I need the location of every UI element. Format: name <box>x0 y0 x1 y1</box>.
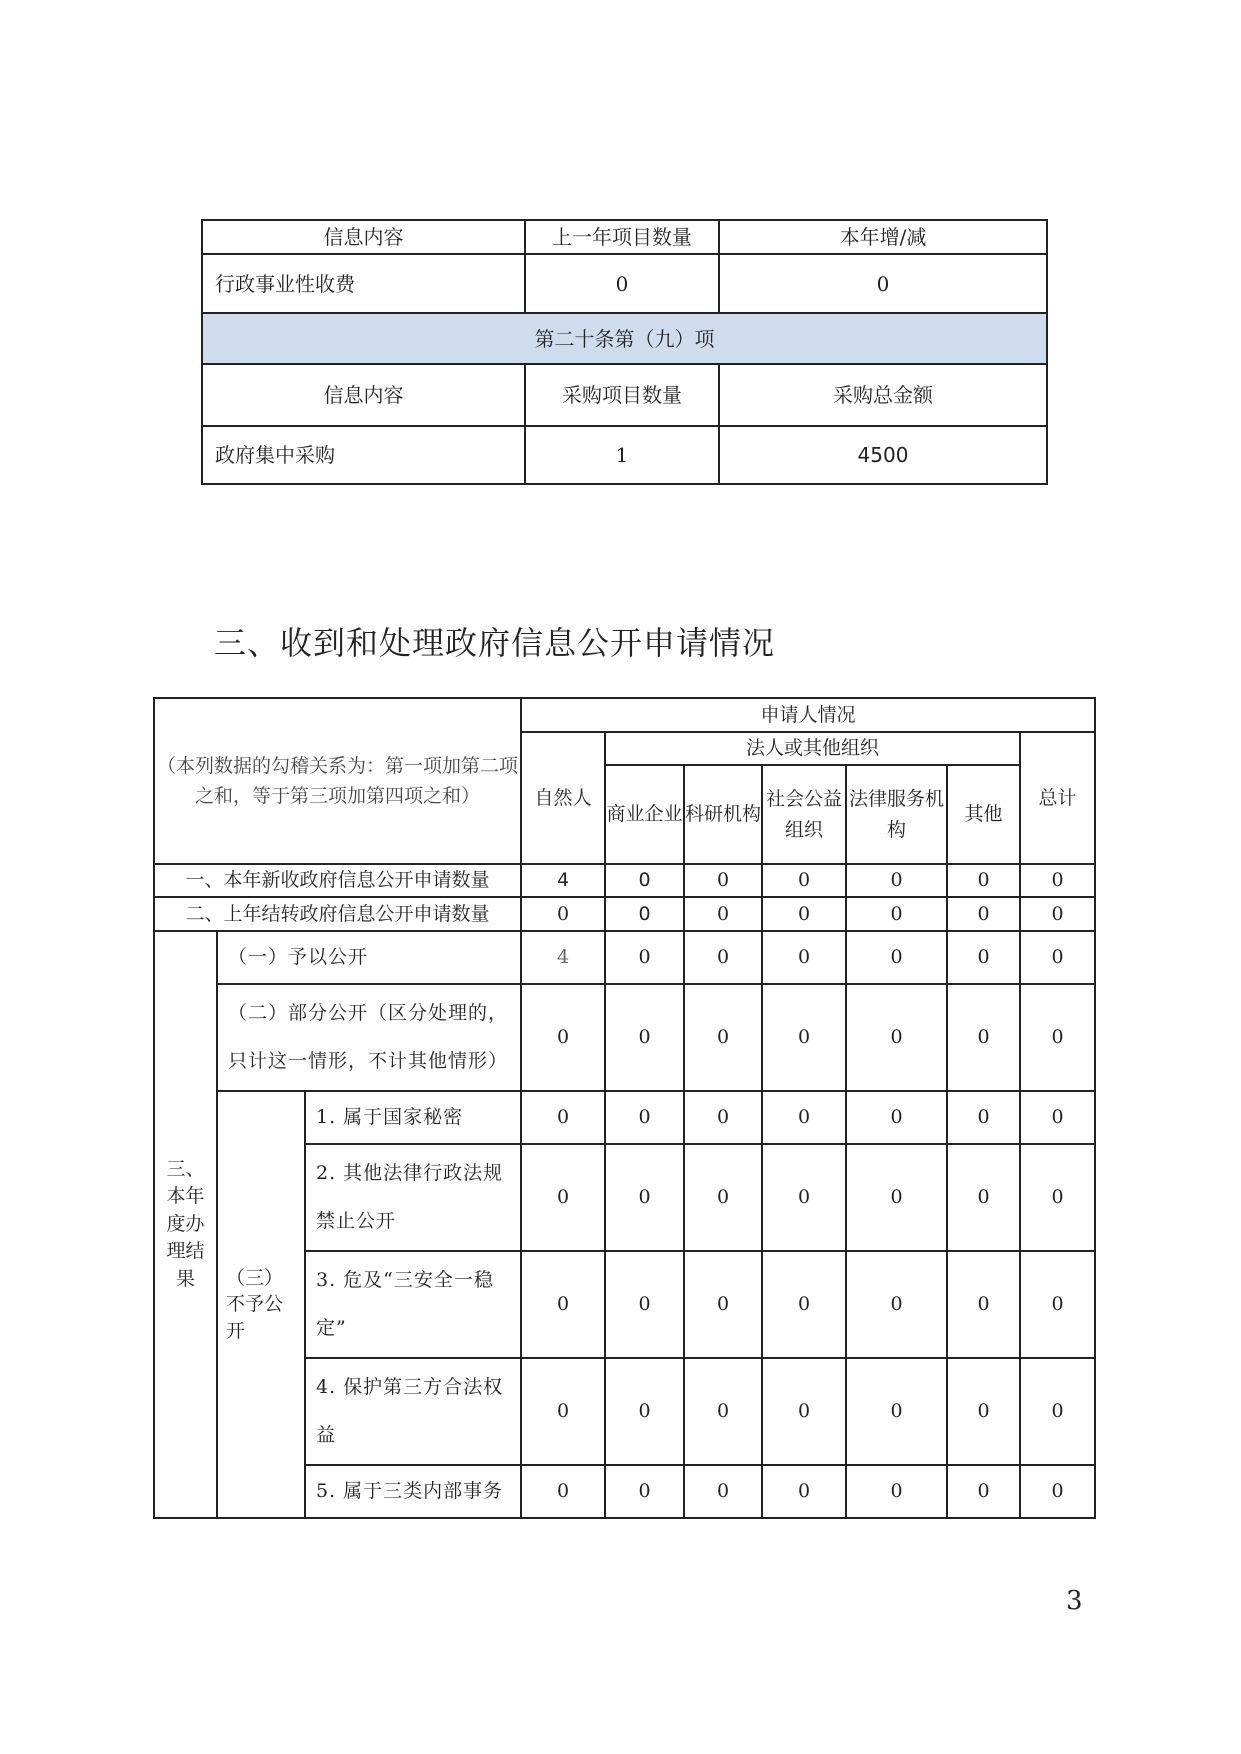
row-label: （一）予以公开 <box>217 931 521 984</box>
result-group-label: 三、本年度办理结果 <box>154 931 217 1518</box>
value-cell: 0 <box>1020 897 1095 931</box>
value-cell: 0 <box>521 1358 605 1465</box>
value-cell: 0 <box>605 931 684 984</box>
header-cell: 信息内容 <box>202 220 525 254</box>
row-label: 1. 属于国家秘密 <box>305 1091 521 1144</box>
value-cell: 0 <box>1020 1251 1095 1358</box>
value-cell: 0 <box>1020 1091 1095 1144</box>
table-row <box>154 698 1095 732</box>
value-cell: 0 <box>684 864 762 897</box>
value-cell: 0 <box>684 1465 762 1518</box>
total-header: 总计 <box>1020 732 1095 864</box>
table-row <box>154 1091 1095 1144</box>
table-row <box>202 220 1047 254</box>
value-cell: 0 <box>605 1144 684 1251</box>
value-cell: 0 <box>762 1251 846 1358</box>
natural-person-header: 自然人 <box>521 732 605 864</box>
row-label: 3. 危及“三安全一稳定” <box>305 1251 521 1358</box>
value-cell: 0 <box>1020 864 1095 897</box>
table-row <box>154 931 1095 984</box>
sub-header: 社会公益组织 <box>762 765 846 864</box>
table-row <box>202 254 1047 313</box>
value-cell: 0 <box>684 1144 762 1251</box>
value-cell: 0 <box>947 1251 1020 1358</box>
sub-header: 法律服务机构 <box>846 765 947 864</box>
value-cell: 0 <box>947 1091 1020 1144</box>
value-cell: 0 <box>684 984 762 1091</box>
value-cell: 0 <box>605 1358 684 1465</box>
value-cell: 4 <box>521 931 605 984</box>
value-cell: 0 <box>605 1465 684 1518</box>
value-cell: 4 <box>521 864 605 897</box>
value-cell: 0 <box>605 1251 684 1358</box>
value-cell: 0 <box>762 1144 846 1251</box>
value-cell: 0 <box>684 1358 762 1465</box>
value-cell: 0 <box>762 1465 846 1518</box>
value-cell: 0 <box>1020 931 1095 984</box>
value-cell: 0 <box>521 897 605 931</box>
row-label: （二）部分公开（区分处理的，只计这一情形，不计其他情形） <box>217 984 521 1091</box>
value-cell: 0 <box>846 1091 947 1144</box>
value-cell: 0 <box>846 1251 947 1358</box>
legal-org-header: 法人或其他组织 <box>605 732 1020 765</box>
header-cell: 上一年项目数量 <box>525 220 719 254</box>
value-cell: 0 <box>605 864 684 897</box>
value-cell: 0 <box>947 931 1020 984</box>
table-row <box>202 426 1047 484</box>
value-cell: 0 <box>846 931 947 984</box>
sub-header: 商业企业 <box>605 765 684 864</box>
value-cell: 0 <box>947 1144 1020 1251</box>
value-cell: 0 <box>947 864 1020 897</box>
value-cell: 0 <box>947 984 1020 1091</box>
value-cell: 0 <box>684 931 762 984</box>
header-cell: 信息内容 <box>202 364 525 426</box>
sub-header: 其他 <box>947 765 1020 864</box>
header-cell: 采购总金额 <box>719 364 1047 426</box>
value-cell: 0 <box>846 897 947 931</box>
value-cell: 0 <box>525 254 719 313</box>
sub-header: 科研机构 <box>684 765 762 864</box>
table-band-row <box>202 313 1047 364</box>
value-cell: 0 <box>521 1091 605 1144</box>
value-cell: 0 <box>521 1251 605 1358</box>
page-number: 3 <box>1066 1586 1083 1616</box>
section-heading: 三、收到和处理政府信息公开申请情况 <box>214 624 776 662</box>
row-label: 二、上年结转政府信息公开申请数量 <box>154 897 521 931</box>
value-cell: 0 <box>947 1358 1020 1465</box>
value-cell: 0 <box>719 254 1047 313</box>
value-cell: 0 <box>762 864 846 897</box>
header-cell: 采购项目数量 <box>525 364 719 426</box>
value-cell: 0 <box>521 1144 605 1251</box>
value-cell: 0 <box>762 984 846 1091</box>
value-cell: 0 <box>521 984 605 1091</box>
row-label: 一、本年新收政府信息公开申请数量 <box>154 864 521 897</box>
value-cell: 0 <box>846 1144 947 1251</box>
row-label: 5. 属于三类内部事务 <box>305 1465 521 1518</box>
value-cell: 0 <box>684 897 762 931</box>
table-row <box>154 984 1095 1091</box>
value-cell: 0 <box>1020 1144 1095 1251</box>
value-cell: 0 <box>684 1091 762 1144</box>
procurement-table <box>201 219 1048 485</box>
value-cell: 4500 <box>719 426 1047 484</box>
row-label: 2. 其他法律行政法规禁止公开 <box>305 1144 521 1251</box>
value-cell: 0 <box>762 931 846 984</box>
value-cell: 0 <box>846 1358 947 1465</box>
value-cell: 0 <box>762 1091 846 1144</box>
value-cell: 0 <box>846 1465 947 1518</box>
value-cell: 0 <box>605 984 684 1091</box>
application-table <box>153 697 1096 1519</box>
relation-note: （本列数据的勾稽关系为：第一项加第二项之和，等于第三项加第四项之和） <box>154 698 521 864</box>
value-cell: 0 <box>605 1091 684 1144</box>
value-cell: 0 <box>846 864 947 897</box>
not-disclosed-label: （三）不予公开 <box>217 1091 305 1518</box>
header-cell: 本年增/减 <box>719 220 1047 254</box>
table-row <box>154 897 1095 931</box>
row-label: 行政事业性收费 <box>202 254 525 313</box>
value-cell: 0 <box>947 1465 1020 1518</box>
value-cell: 0 <box>762 897 846 931</box>
band-title: 第二十条第（九）项 <box>202 313 1047 364</box>
value-cell: 0 <box>1020 1465 1095 1518</box>
value-cell: 0 <box>521 1465 605 1518</box>
value-cell: 0 <box>762 1358 846 1465</box>
value-cell: 0 <box>846 984 947 1091</box>
applicant-header: 申请人情况 <box>521 698 1095 732</box>
value-cell: 0 <box>1020 984 1095 1091</box>
value-cell: 1 <box>525 426 719 484</box>
value-cell: 0 <box>1020 1358 1095 1465</box>
value-cell: 0 <box>684 1251 762 1358</box>
table-row <box>154 864 1095 897</box>
row-label: 政府集中采购 <box>202 426 525 484</box>
row-label: 4. 保护第三方合法权益 <box>305 1358 521 1465</box>
value-cell: 0 <box>947 897 1020 931</box>
value-cell: 0 <box>605 897 684 931</box>
table-row <box>202 364 1047 426</box>
